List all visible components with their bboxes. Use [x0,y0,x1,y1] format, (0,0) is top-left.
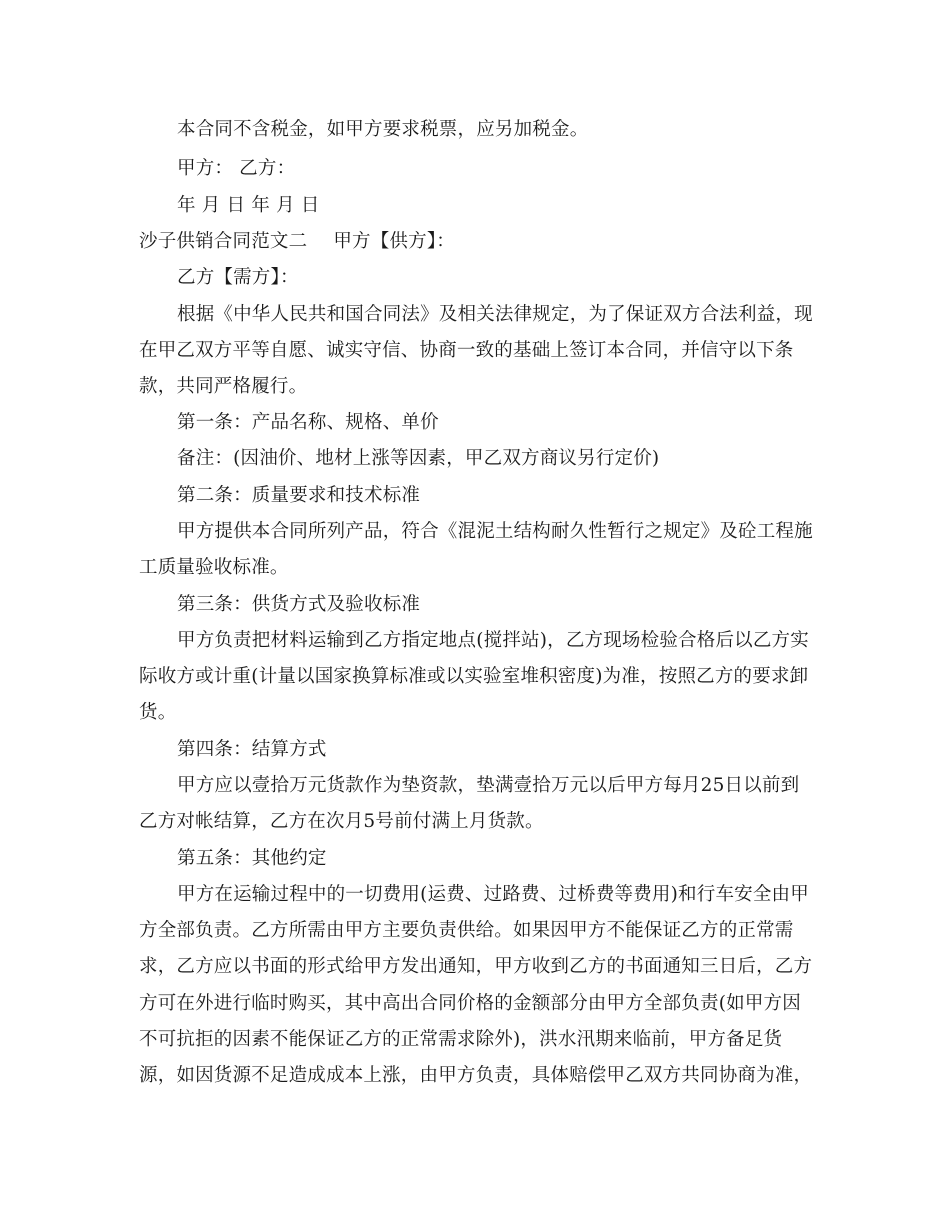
article-1-note: 备注：(因油价、地材上涨等因素，甲乙双方商议另行定价) [177,448,660,469]
article-5-line-2: 方全部负责。乙方所需由甲方主要负责供给。如果因甲方不能保证乙方的正常需 [139,920,794,941]
preamble-line-1: 根据《中华人民共和国合同法》及相关法律规定，为了保证双方合法利益，现 [177,304,813,325]
paragraph-tax-note: 本合同不含税金，如甲方要求税票，应另加税金。 [177,119,589,140]
article-5-line-4: 方可在外进行临时购买，其中高出合同价格的金额部分由甲方全部负责(如甲方因 [139,993,801,1014]
article-1-heading: 第一条：产品名称、规格、单价 [177,412,439,433]
article-5-line-3: 求，乙方应以书面的形式给甲方发出通知，甲方收到乙方的书面通知三日后，乙方 [139,956,813,977]
section-title: 沙子供销合同范文二 [139,231,308,252]
party-a-supplier: 甲方【供方】： [333,231,455,252]
article-3-line-3: 货。 [139,702,177,723]
article-2-line-1: 甲方提供本合同所列产品，符合《混泥土结构耐久性暂行之规定》及砼工程施 [177,521,813,542]
article-2-heading: 第二条：质量要求和技术标准 [177,485,421,506]
article-3-line-2: 际收方或计重(计量以国家换算标准或以实验室堆积密度)为准，按照乙方的要求卸 [139,666,809,687]
party-b-buyer: 乙方【需方】： [177,267,299,288]
article-5-line-6: 源，如因货源不足造成成本上涨，由甲方负责，具体赔偿甲乙双方共同协商为准， [139,1065,813,1086]
article-5-heading: 第五条：其他约定 [177,848,327,869]
article-4-heading: 第四条：结算方式 [177,739,327,760]
article-3-line-1: 甲方负责把材料运输到乙方指定地点(搅拌站)，乙方现场检验合格后以乙方实 [177,630,809,651]
article-3-heading: 第三条：供货方式及验收标准 [177,594,421,615]
section-title-line [139,230,819,254]
article-4-line-2: 乙方对帐结算，乙方在次月5号前付满上月货款。 [139,811,544,832]
article-4-line-1: 甲方应以壹拾万元货款作为垫资款，垫满壹拾万元以后甲方每月25日以前到 [177,775,800,796]
article-5-line-1: 甲方在运输过程中的一切费用(运费、过路费、过桥费等费用)和行车安全由甲 [177,884,809,905]
preamble-line-3: 款，共同严格履行。 [139,376,308,397]
article-2-line-2: 工质量验收标准。 [139,557,289,578]
article-5-line-5: 不可抗拒的因素不能保证乙方的正常需求除外)，洪水汛期来临前，甲方备足货 [139,1029,783,1050]
signature-parties: 甲方： 乙方： [177,158,296,179]
signature-dates: 年 月 日 年 月 日 [177,195,320,216]
preamble-line-2: 在甲乙双方平等自愿、诚实守信、协商一致的基础上签订本合同，并信守以下条 [139,340,794,361]
